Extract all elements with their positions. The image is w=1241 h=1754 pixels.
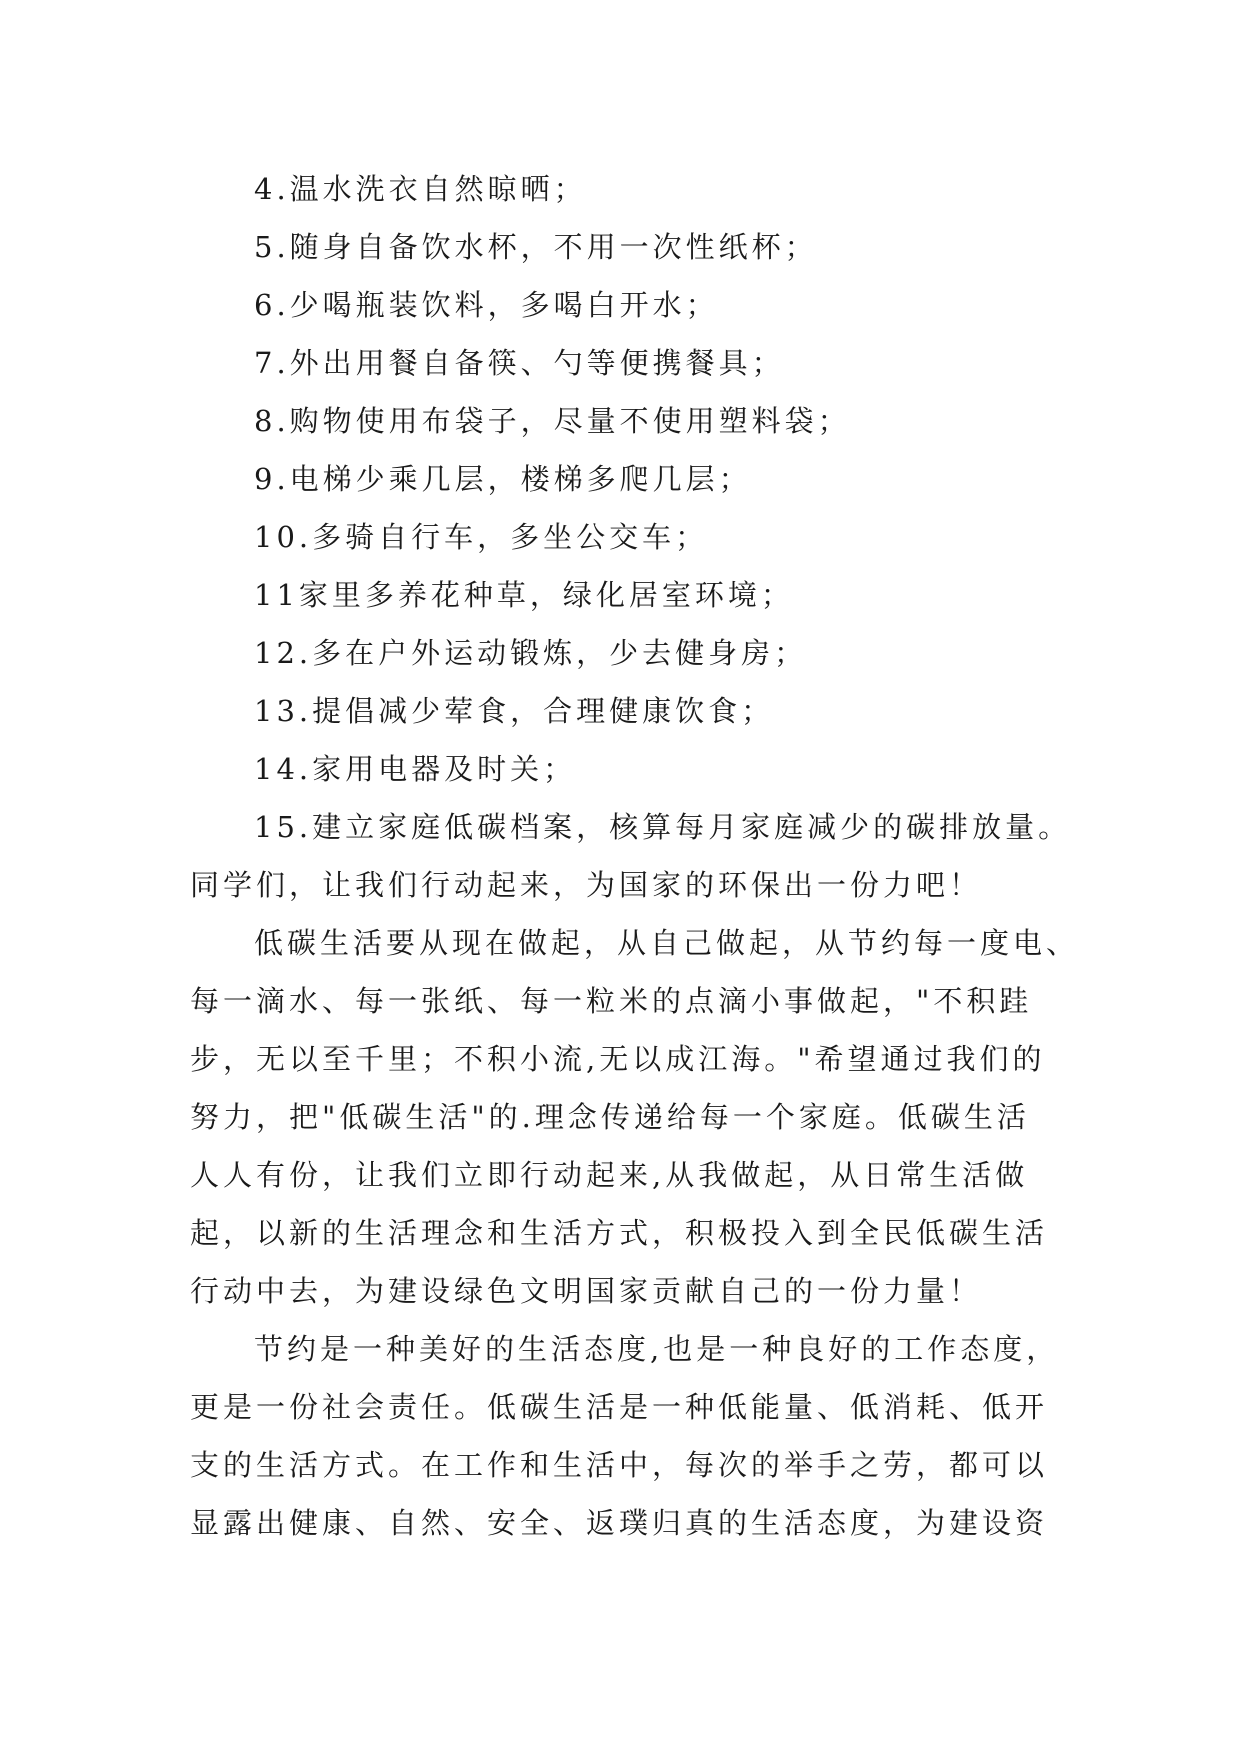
paragraph-line: 行动中去，为建设绿色文明国家贡献自己的一份力量！	[190, 1274, 983, 1308]
closing-line: 同学们，让我们行动起来，为国家的环保出一份力吧！	[190, 868, 983, 902]
list-item: 9.电梯少乘几层，楼梯多爬几层；	[254, 462, 752, 496]
list-item: 8.购物使用布袋子，尽量不使用塑料袋；	[254, 404, 851, 438]
paragraph-line: 步，无以至千里；不积小流,无以成江海。"希望通过我们的	[190, 1042, 1046, 1076]
list-item: 12.多在户外运动锻炼，少去健身房；	[254, 636, 808, 670]
list-item: 7.外出用餐自备筷、勺等便携餐具；	[254, 346, 785, 380]
list-item: 6.少喝瓶装饮料，多喝白开水；	[254, 288, 719, 322]
paragraph-line: 更是一份社会责任。低碳生活是一种低能量、低消耗、低开	[190, 1390, 1049, 1424]
list-item: 15.建立家庭低碳档案，核算每月家庭减少的碳排放量。	[254, 810, 1072, 844]
paragraph-line: 低碳生活要从现在做起，从自己做起，从节约每一度电、	[254, 926, 1080, 960]
paragraph-line: 人人有份，让我们立即行动起来,从我做起，从日常生活做	[190, 1158, 1029, 1192]
paragraph-line: 节约是一种美好的生活态度,也是一种良好的工作态度，	[254, 1332, 1060, 1366]
paragraph-line: 每一滴水、每一张纸、每一粒米的点滴小事做起，"不积跬	[190, 984, 1033, 1018]
list-item: 4.温水洗衣自然晾晒；	[254, 172, 587, 206]
paragraph-line: 起，以新的生活理念和生活方式，积极投入到全民低碳生活	[190, 1216, 1049, 1250]
paragraph-line: 显露出健康、自然、安全、返璞归真的生活态度，为建设资	[190, 1506, 1049, 1540]
paragraph-line: 支的生活方式。在工作和生活中，每次的举手之劳，都可以	[190, 1448, 1049, 1482]
list-item: 11家里多养花种草，绿化居室环境；	[254, 578, 794, 612]
paragraph-line: 努力，把"低碳生活"的.理念传递给每一个家庭。低碳生活	[190, 1100, 1030, 1134]
list-item: 13.提倡减少荤食，合理健康饮食；	[254, 694, 775, 728]
list-item: 5.随身自备饮水杯，不用一次性纸杯；	[254, 230, 818, 264]
list-item: 14.家用电器及时关；	[254, 752, 577, 786]
list-item: 10.多骑自行车，多坐公交车；	[254, 520, 709, 554]
document-body	[190, 160, 1080, 1552]
